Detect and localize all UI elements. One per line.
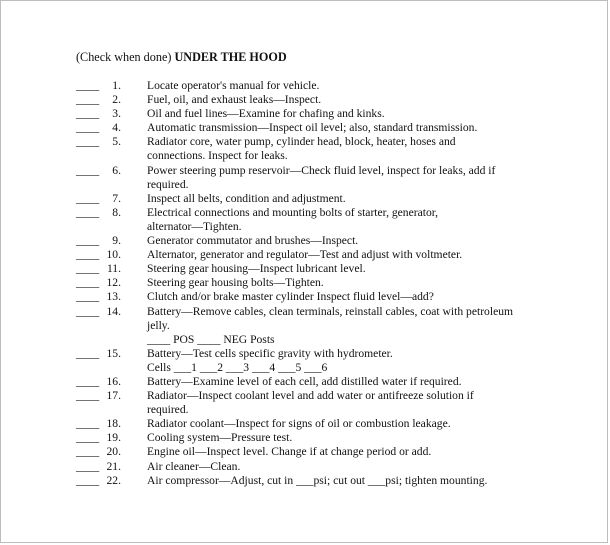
checklist-item bbox=[1, 107, 609, 121]
item-number: 8. bbox=[112, 205, 121, 219]
checklist-item bbox=[1, 248, 609, 262]
item-text: Steering gear housing—Inspect lubricant level. bbox=[147, 262, 366, 276]
item-number: 18. bbox=[106, 417, 121, 431]
item-text: connections. Inspect for leaks. bbox=[147, 149, 288, 163]
item-text: Battery—Test cells specific gravity with hydrometer. bbox=[147, 346, 393, 360]
item-number: 9. bbox=[112, 234, 121, 248]
item-number: 16. bbox=[106, 374, 121, 388]
checklist-item bbox=[1, 79, 609, 93]
item-number: 7. bbox=[112, 191, 121, 205]
item-text: Engine oil—Inspect level. Change if at change period or add. bbox=[147, 445, 432, 459]
item-text: Battery—Examine level of each cell, add distilled water if required. bbox=[147, 374, 462, 388]
check-blank: ____ bbox=[76, 276, 100, 290]
item-number: 17. bbox=[106, 389, 121, 403]
item-text: jelly. bbox=[147, 318, 170, 332]
checklist bbox=[1, 79, 609, 488]
item-number: 14. bbox=[106, 304, 121, 318]
item-text: Generator commutator and brushes—Inspect. bbox=[147, 234, 359, 248]
checklist-item bbox=[1, 445, 609, 459]
item-number: 19. bbox=[106, 431, 121, 445]
item-number: 11. bbox=[106, 262, 121, 276]
check-blank: ____ bbox=[76, 79, 100, 92]
item-text: Battery—Remove cables, clean terminals, reinstall cables, coat with petroleum bbox=[147, 304, 514, 318]
title-prefix: (Check when done) bbox=[76, 50, 175, 64]
check-blank: ____ bbox=[76, 262, 100, 276]
checklist-item bbox=[1, 417, 609, 431]
item-text: Air compressor—Adjust, cut in ___psi; cut out ___psi; tighten mounting. bbox=[147, 473, 488, 487]
checklist-item bbox=[1, 135, 609, 163]
check-blank: ____ bbox=[76, 93, 100, 107]
item-text: Radiator core, water pump, cylinder head, block, heater, hoses and bbox=[147, 135, 456, 149]
checklist-item bbox=[1, 234, 609, 248]
item-text: Inspect all belts, condition and adjustment. bbox=[147, 191, 346, 205]
item-text: Air cleaner—Clean. bbox=[147, 459, 241, 473]
checklist-item bbox=[1, 460, 609, 474]
checklist-item bbox=[1, 290, 609, 304]
item-number: 4. bbox=[112, 121, 121, 135]
item-text: Steering gear housing bolts—Tighten. bbox=[147, 276, 324, 290]
item-number: 21. bbox=[106, 459, 121, 473]
checklist-item bbox=[1, 375, 609, 389]
checklist-item bbox=[1, 206, 609, 234]
checklist-item bbox=[1, 93, 609, 107]
checklist-item bbox=[1, 347, 609, 375]
check-blank: ____ bbox=[76, 191, 100, 205]
item-number: 10. bbox=[106, 248, 121, 262]
item-number: 22. bbox=[106, 473, 121, 487]
checklist-item bbox=[1, 121, 609, 135]
item-number: 6. bbox=[112, 163, 121, 177]
item-text: Alternator, generator and regulator—Test and adjust with voltmeter. bbox=[147, 248, 463, 262]
checklist-item bbox=[1, 262, 609, 276]
check-blank: ____ bbox=[76, 121, 100, 135]
item-text: Oil and fuel lines—Examine for chafing and kinks. bbox=[147, 107, 385, 121]
check-blank: ____ bbox=[76, 374, 100, 388]
item-number: 15. bbox=[106, 346, 121, 360]
item-number: 13. bbox=[106, 290, 121, 304]
item-text: Cells ___1 ___2 ___3 ___4 ___5 ___6 bbox=[147, 360, 328, 374]
check-blank: ____ bbox=[76, 417, 100, 431]
item-number: 5. bbox=[112, 135, 121, 149]
check-blank: ____ bbox=[76, 234, 100, 248]
check-blank: ____ bbox=[76, 205, 100, 219]
item-text: Electrical connections and mounting bolts of starter, generator, bbox=[147, 205, 439, 219]
battery-posts-line: ____ POS ____ NEG Posts bbox=[147, 332, 275, 346]
item-text: Radiator—Inspect coolant level and add water or antifreeze solution if bbox=[147, 389, 474, 403]
check-blank: ____ bbox=[76, 304, 100, 318]
checklist-item bbox=[1, 276, 609, 290]
checklist-item bbox=[1, 431, 609, 445]
item-text: Fuel, oil, and exhaust leaks—Inspect. bbox=[147, 93, 322, 107]
check-blank: ____ bbox=[76, 459, 100, 473]
item-text: Clutch and/or brake master cylinder Inspect fluid level—add? bbox=[147, 290, 434, 304]
section-title bbox=[76, 50, 287, 64]
checklist-item bbox=[1, 164, 609, 192]
item-text: Cooling system—Pressure test. bbox=[147, 431, 293, 445]
item-text: Automatic transmission—Inspect oil level; also, standard transmission. bbox=[147, 121, 478, 135]
check-blank: ____ bbox=[76, 346, 100, 360]
item-text: required. bbox=[147, 403, 189, 417]
title-heading: UNDER THE HOOD bbox=[174, 50, 287, 64]
check-blank: ____ bbox=[76, 107, 100, 121]
check-blank: ____ bbox=[76, 389, 100, 403]
item-text: Radiator coolant—Inspect for signs of oil or combustion leakage. bbox=[147, 417, 451, 431]
item-text: Locate operator's manual for vehicle. bbox=[147, 79, 320, 92]
item-number: 20. bbox=[106, 445, 121, 459]
checklist-item bbox=[1, 474, 609, 488]
checklist-item bbox=[1, 192, 609, 206]
check-blank: ____ bbox=[76, 135, 100, 149]
item-text: alternator—Tighten. bbox=[147, 219, 242, 233]
item-number: 2. bbox=[112, 93, 121, 107]
item-number: 12. bbox=[106, 276, 121, 290]
check-blank: ____ bbox=[76, 431, 100, 445]
checklist-item bbox=[1, 333, 609, 347]
item-text: required. bbox=[147, 177, 189, 191]
item-number: 1. bbox=[112, 79, 121, 92]
check-blank: ____ bbox=[76, 445, 100, 459]
item-number: 3. bbox=[112, 107, 121, 121]
check-blank: ____ bbox=[76, 290, 100, 304]
item-text: Power steering pump reservoir—Check fluid level, inspect for leaks, add if bbox=[147, 163, 496, 177]
checklist-item bbox=[1, 389, 609, 417]
check-blank: ____ bbox=[76, 163, 100, 177]
checklist-item bbox=[1, 305, 609, 333]
check-blank: ____ bbox=[76, 473, 100, 487]
check-blank: ____ bbox=[76, 248, 100, 262]
